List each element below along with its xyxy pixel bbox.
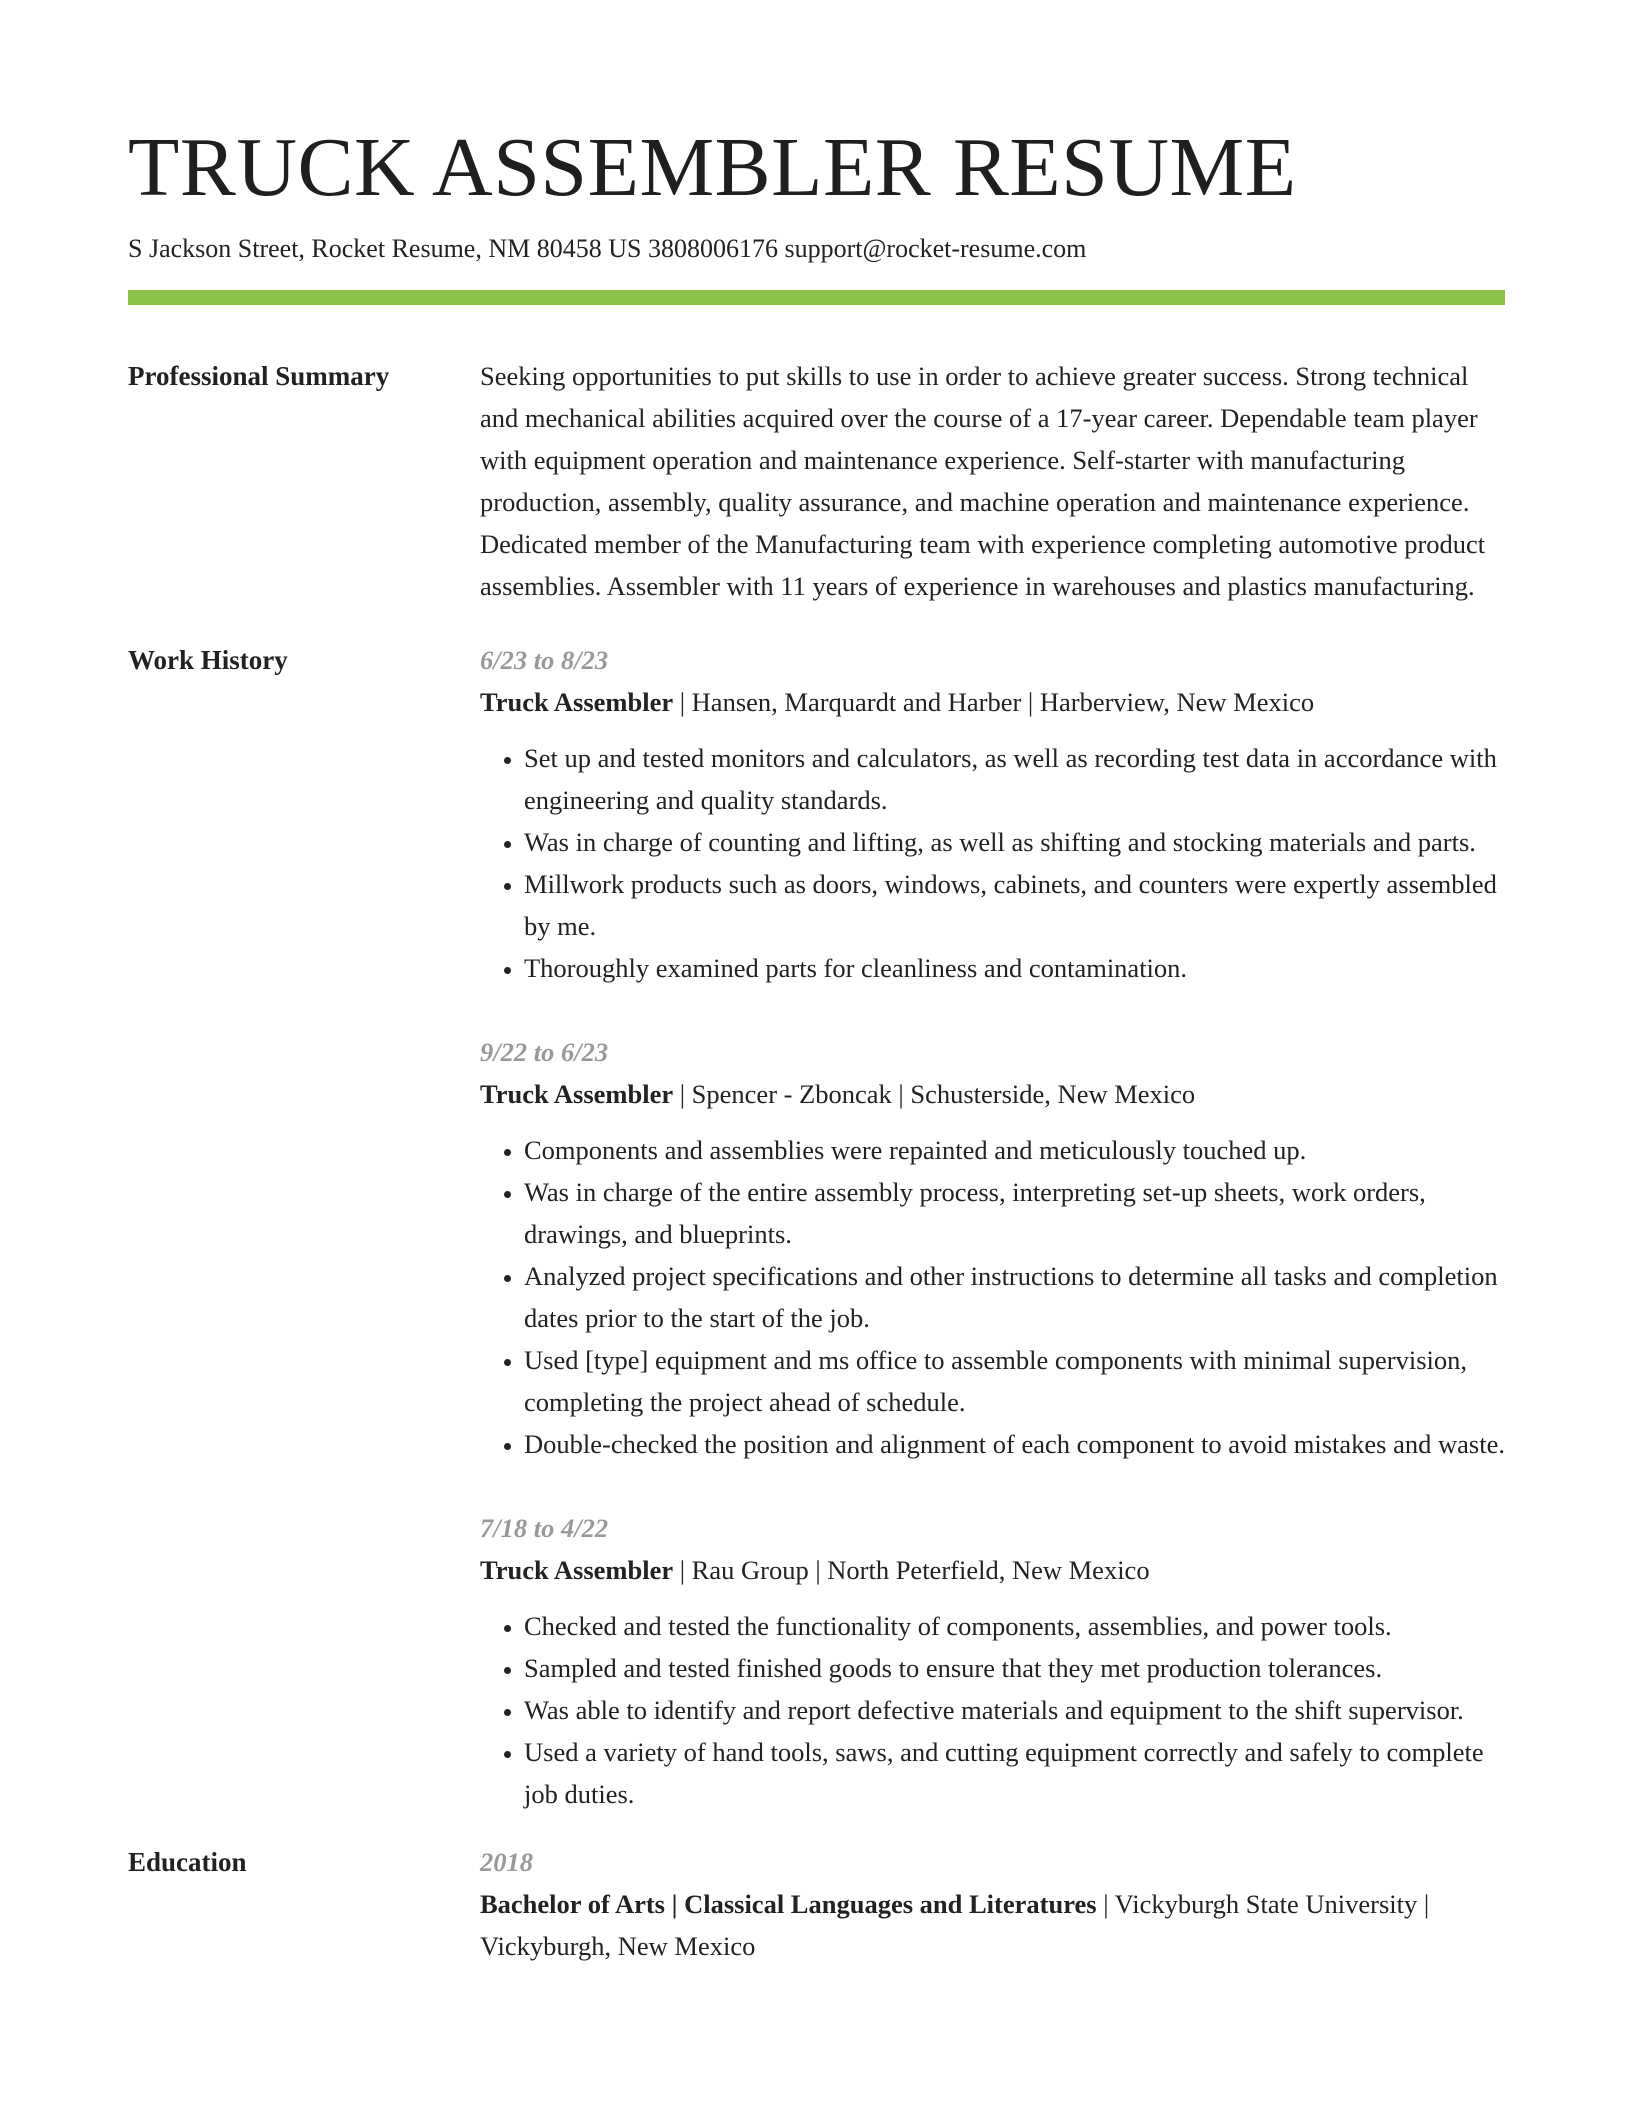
job-duty: • Used a variety of hand tools, saws, and cutting equipment correctly and safely to complete job duties.: [524, 1731, 1505, 1815]
work-history-list: [480, 639, 1505, 1815]
job-duty: • Components and assemblies were repainted and meticulously touched up.: [524, 1129, 1505, 1171]
education-degree: Bachelor of Arts | Classical Languages and Literatures: [480, 1889, 1097, 1919]
job-duty: • Was able to identify and report defective materials and equipment to the shift supervisor.: [524, 1689, 1505, 1731]
job-title: Truck Assembler: [480, 1079, 674, 1109]
job-duty: • Analyzed project specifications and other instructions to determine all tasks and completion dates prior to the start of the job.: [524, 1255, 1505, 1339]
job-employer: | Rau Group | North Peterfield, New Mexico: [673, 1555, 1150, 1585]
education-entry: [480, 1841, 1505, 1967]
job-duty: • Was in charge of the entire assembly process, interpreting set-up sheets, work orders, drawings, and blueprints.: [524, 1171, 1505, 1255]
job-duty: • Thoroughly examined parts for cleanliness and contamination.: [524, 947, 1505, 989]
resume-page: [128, 0, 1505, 1967]
job-date: 6/23 to 8/23: [480, 645, 609, 675]
education-degree-line: [480, 1883, 1505, 1967]
education-section: [128, 1841, 1505, 1967]
education-date: 2018: [480, 1847, 533, 1877]
job-duty: • Checked and tested the functionality of components, assemblies, and power tools.: [524, 1605, 1505, 1647]
section-label-work: Work History: [128, 645, 288, 675]
job-title-line: [480, 681, 1505, 723]
job-entry: [480, 1031, 1505, 1465]
job-title-line: [480, 1549, 1505, 1591]
job-duty: • Sampled and tested finished goods to ensure that they met production tolerances.: [524, 1647, 1505, 1689]
professional-summary-section: [128, 355, 1505, 607]
header-divider: [128, 290, 1505, 305]
job-title: Truck Assembler: [480, 687, 674, 717]
section-label-summary: Professional Summary: [128, 361, 390, 391]
job-duties-list: [480, 737, 1505, 989]
job-duty: • Used [type] equipment and ms office to assemble components with minimal supervision, completing the project ahead of schedule.: [524, 1339, 1505, 1423]
summary-text: Seeking opportunities to put skills to use in order to achieve greater success. Strong technical and mechanical abilities acquired over the course of a 17-year career. Dependable team player with equipment operation and maintenance experience. Self-starter with manufacturing production, assembly, quality assurance, and machine operation and maintenance experience. Dedicated member of the Manufacturing team with experience completing automotive product assemblies. Assembler with 11 years of experience in warehouses and plastics manufacturing.: [480, 361, 1486, 601]
work-history-section: [128, 639, 1505, 1815]
job-duty: • Millwork products such as doors, windows, cabinets, and counters were expertly assembled by me.: [524, 863, 1505, 947]
resume-title: TRUCK ASSEMBLER RESUME: [128, 121, 1297, 214]
job-date: 9/22 to 6/23: [480, 1037, 609, 1067]
job-duty: • Set up and tested monitors and calculators, as well as recording test data in accordance with engineering and quality standards.: [524, 737, 1505, 821]
job-date: 7/18 to 4/22: [480, 1513, 609, 1543]
job-employer: | Spencer - Zboncak | Schusterside, New Mexico: [673, 1079, 1196, 1109]
job-employer: | Hansen, Marquardt and Harber | Harberview, New Mexico: [673, 687, 1315, 717]
job-entry: [480, 639, 1505, 989]
job-title-line: [480, 1073, 1505, 1115]
job-duties-list: [480, 1605, 1505, 1815]
job-duty: • Double-checked the position and alignment of each component to avoid mistakes and waste.: [524, 1423, 1505, 1465]
job-duty: • Was in charge of counting and lifting, as well as shifting and stocking materials and parts.: [524, 821, 1505, 863]
education-school: | Vickyburgh State University | Vickyburgh, New Mexico: [480, 1889, 1430, 1961]
job-duties-list: [480, 1129, 1505, 1465]
job-entry: [480, 1507, 1505, 1815]
section-label-education: Education: [128, 1847, 247, 1877]
contact-info: S Jackson Street, Rocket Resume, NM 80458 US 3808006176 support@rocket-resume.com: [128, 234, 1087, 263]
job-title: Truck Assembler: [480, 1555, 674, 1585]
